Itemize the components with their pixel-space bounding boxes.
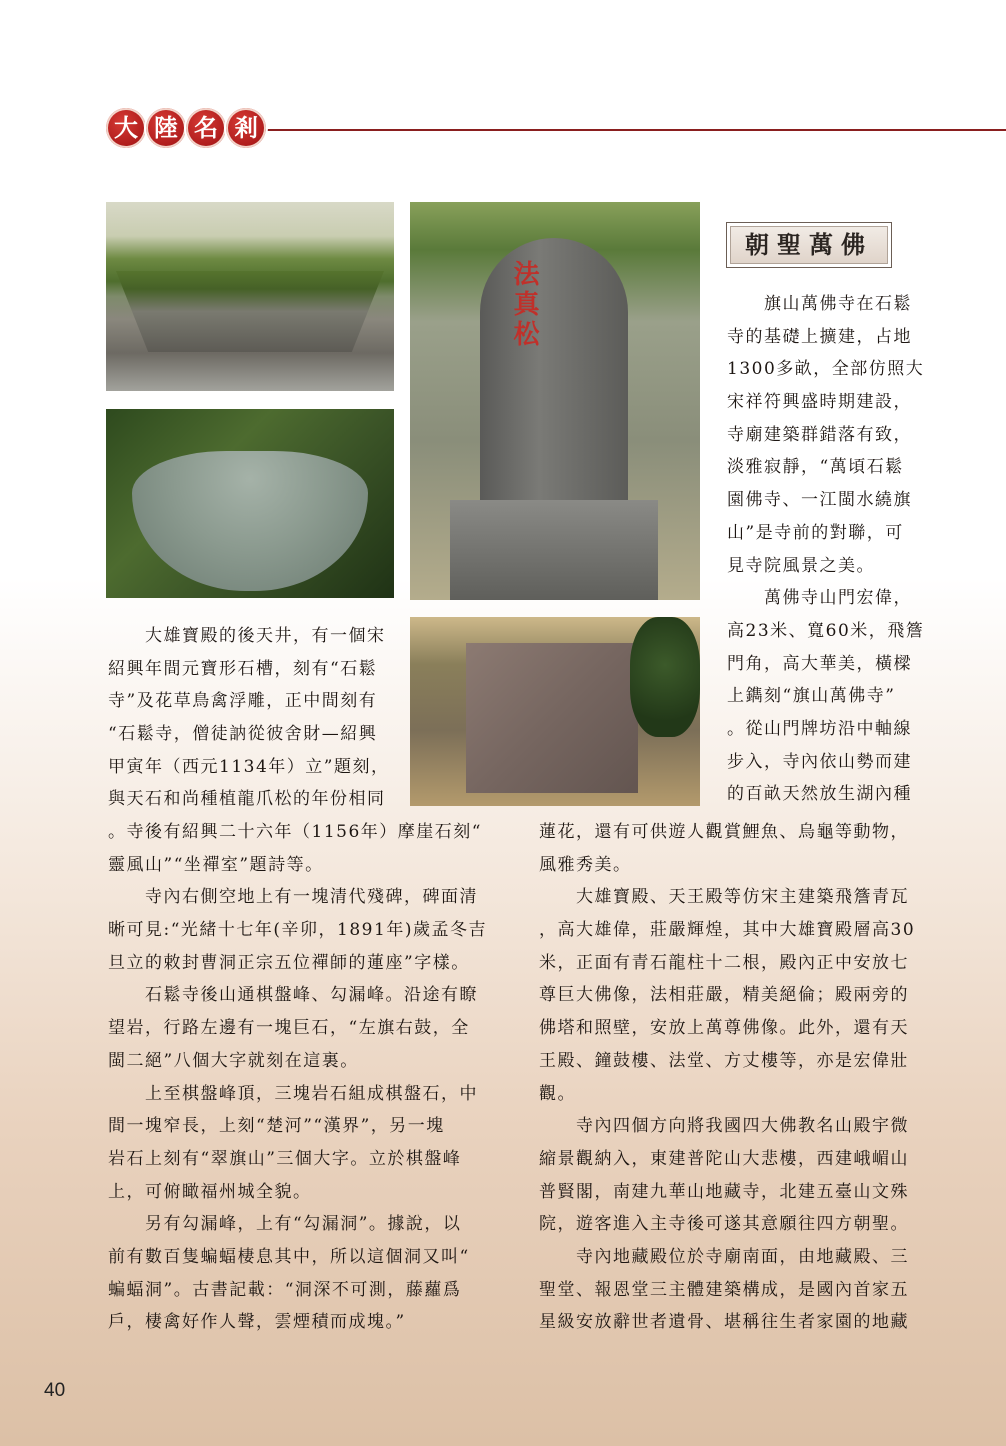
text-line: 1300多畝，全部仿照大 [727,359,925,380]
text-line: 寺內右側空地上有一塊清代殘碑，碑面清 [108,887,478,908]
text-line: 的百畝天然放生湖內種 [727,784,912,805]
text-line: 甲寅年（西元1134年）立”題刻， [108,756,390,777]
text-line: 上，可俯瞰福州城全貌。 [108,1181,312,1202]
header-badge-1: 大 [106,108,146,148]
text-line: 山”是寺前的對聯，可 [727,522,904,543]
text-line: 旦立的敕封曹洞正宗五位禪師的蓮座”字樣。 [108,952,470,973]
text-line: 寺的基礎上擴建，占地 [727,326,912,347]
text-line: 寺內地藏殿位於寺廟南面，由地藏殿、三 [539,1246,909,1267]
text-line: 寺內四個方向將我國四大佛教名山殿宇微 [539,1116,909,1137]
text-line: 觀。 [539,1083,576,1104]
text-line: 與天石和尚種植龍爪松的年份相同 [108,789,386,810]
text-line: 晰可見:“光緒十七年(辛卯，1891年)歲孟冬吉 [108,920,487,941]
text-line: 見寺院風景之美。 [727,555,875,576]
photo-stele [410,202,700,600]
text-line: 靈風山”“坐禪室”題詩等。 [108,854,324,875]
text-line: 岩石上刻有“翠旗山”三個大字。立於棋盤峰 [108,1148,462,1169]
text-line: 寺廟建築群錯落有致， [727,424,912,445]
text-line: 上至棋盤峰頂，三塊岩石組成棋盤石，中 [108,1083,478,1104]
text-line: “石鬆寺，僧徒訥從彼舍財—紹興 [108,724,378,745]
section-title [726,222,892,268]
text-line: 閩二絕”八個大字就刻在這裏。 [108,1050,359,1071]
text-line: 寺”及花草鳥禽浮雕，正中間刻有 [108,691,378,712]
text-line: 旗山萬佛寺在石鬆 [727,294,912,314]
text-line: 高23米、寬60米，飛簷 [727,620,925,641]
text-line: 望岩，行路左邊有一塊巨石，“左旗右鼓，全 [108,1018,470,1039]
left-column-bottom [108,816,500,1339]
text-line: 另有勾漏峰，上有“勾漏洞”。據說，以 [108,1214,462,1235]
text-line: 萬佛寺山門宏偉， [727,588,912,609]
text-line: 王殿、鐘鼓樓、法堂、方丈樓等，亦是宏偉壯 [539,1050,909,1071]
text-line: 米，正面有青石龍柱十二根，殿內正中安放七 [539,952,909,973]
photo-stone-trough [106,202,394,391]
text-line: 戶，棲禽好作人聲，雲煙積而成塊。” [108,1312,406,1333]
text-line: 蓮花，還有可供遊人觀賞鯉魚、烏龜等動物， [539,822,909,842]
text-line: 石鬆寺後山通棋盤峰、勾漏峰。沿途有瞭 [108,985,478,1006]
text-line: 園佛寺、一江閩水繞旗 [727,490,912,511]
text-line: 佛塔和照壁，安放上萬尊佛像。此外，還有天 [539,1018,909,1039]
header-badge-3: 名 [186,108,226,148]
header-badges [106,108,266,148]
text-line: 門角，高大華美，橫樑 [727,653,912,674]
text-line: 蝙蝠洞”。古書記載：“洞深不可測，藤蘿爲 [108,1279,462,1300]
text-line: 普賢閣，南建九華山地藏寺，北建五臺山文殊 [539,1181,909,1202]
right-column-top [727,288,927,811]
text-line: 紹興年間元寶形石槽，刻有“石鬆 [108,658,378,679]
text-line: 間一塊窄長，上刻“楚河”“漢界”，另一塊 [108,1116,445,1137]
text-line: 淡雅寂靜，“萬頃石鬆 [727,457,904,478]
text-line: 上鐫刻“旗山萬佛寺” [727,686,896,707]
text-line: 宋祥符興盛時期建設， [727,392,912,413]
header-badge-2: 陸 [146,108,186,148]
section-title-text: 朝聖萬佛 [730,226,888,264]
stele-inscription: 法真松 [509,260,539,350]
text-line: 星級安放辭世者遺骨、堪稱往生者家園的地藏 [539,1312,909,1333]
photo-stone-basin [106,409,394,598]
text-line: 縮景觀納入，東建普陀山大悲樓，西建峨嵋山 [539,1148,909,1169]
text-line: 風雅秀美。 [539,854,632,875]
text-line: 聖堂、報恩堂三主體建築構成，是國內首家五 [539,1279,909,1300]
text-line: 院，遊客進入主寺後可遂其意願往四方朝聖。 [539,1214,909,1235]
header-badge-4: 剎 [226,108,266,148]
text-line: 大雄寶殿、天王殿等仿宋主建築飛簷青瓦 [539,887,909,908]
text-line: 。從山門牌坊沿中軸線 [727,718,912,739]
page-number: 40 [44,1380,66,1401]
right-column-bottom [539,816,931,1339]
text-line: 。寺後有紹興二十六年（1156年）摩崖石刻“ [108,822,482,842]
text-line: 步入，寺內依山勢而建 [727,751,912,772]
text-line: 尊巨大佛像，法相莊嚴，精美絕倫；殿兩旁的 [539,985,909,1006]
header-rule [262,129,1006,131]
text-line: 前有數百隻蝙蝠棲息其中，所以這個洞又叫“ [108,1246,470,1267]
text-line: 大雄寶殿的後天井，有一個宋 [108,626,386,646]
text-line: ，高大雄偉，莊嚴輝煌，其中大雄寶殿層高30 [539,920,916,941]
left-column-top [108,620,500,816]
